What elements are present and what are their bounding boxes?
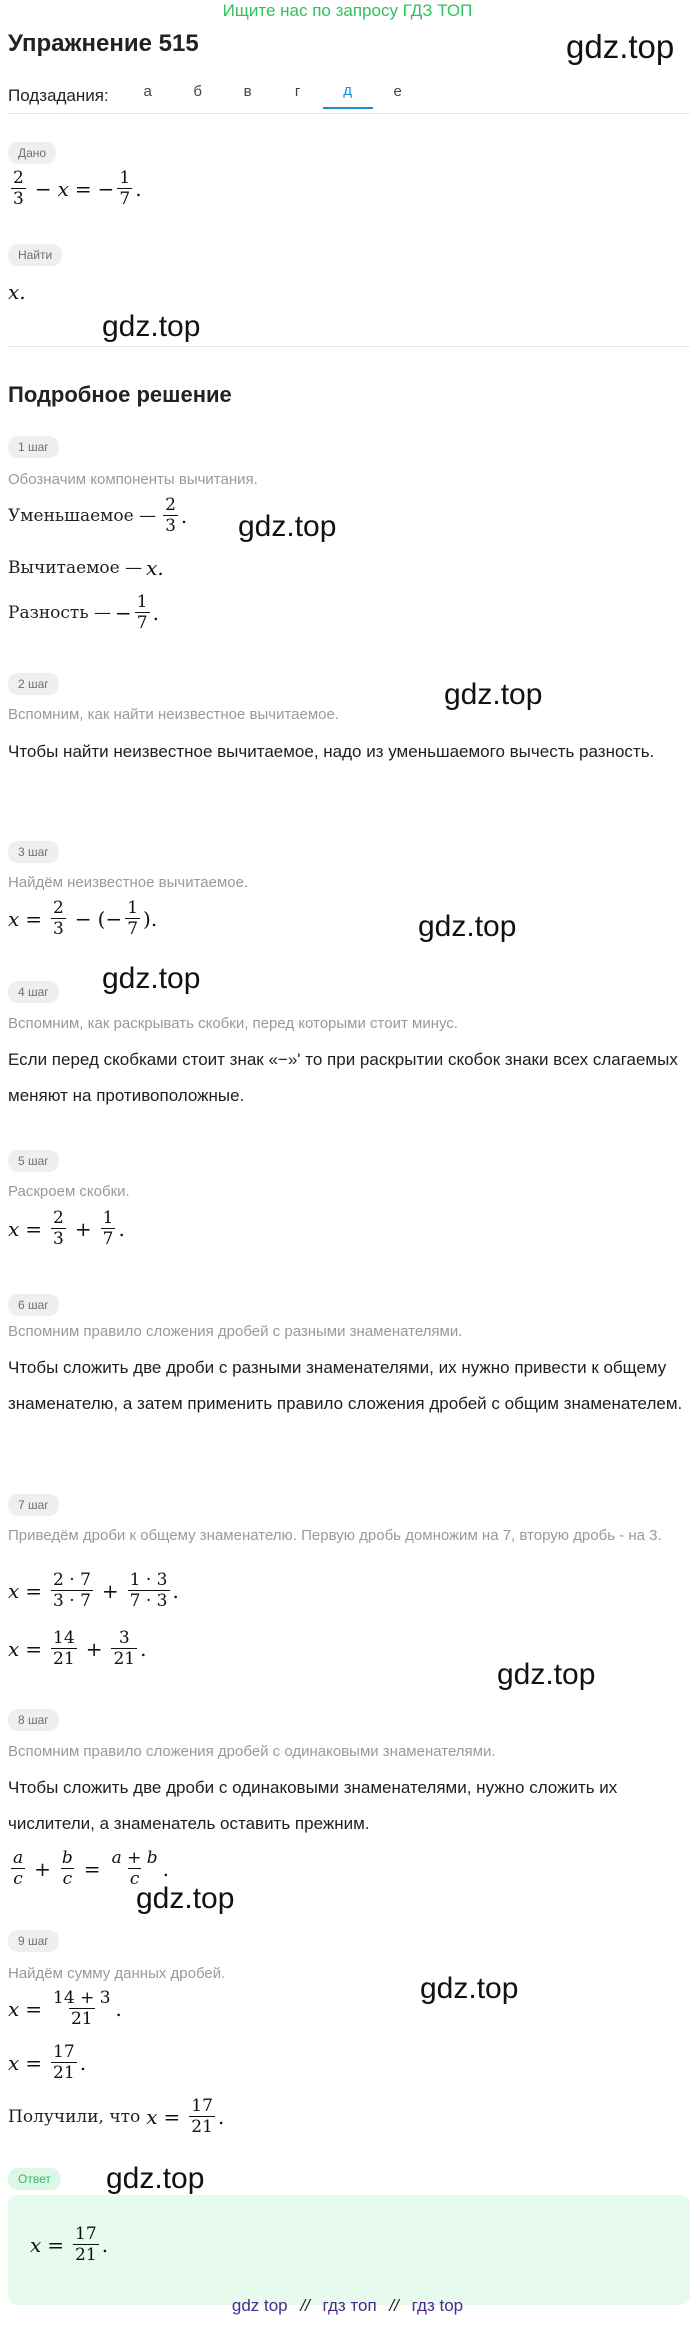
numerator: 1 <box>136 592 148 612</box>
tab-g[interactable]: г <box>294 83 301 100</box>
numerator: 3 <box>118 1628 130 1648</box>
variable-x: x <box>8 1578 20 1603</box>
equals-sign: = <box>25 906 43 931</box>
period: . <box>162 1856 169 1881</box>
tab-a[interactable]: а <box>143 83 152 100</box>
step-chip: 2 шаг <box>8 673 59 695</box>
step-chip: 9 шаг <box>8 1930 59 1952</box>
fraction <box>60 1848 75 1889</box>
denominator: 3 <box>53 1229 64 1249</box>
period: . <box>79 2050 87 2075</box>
term-label: Вычитаемое — <box>8 558 143 578</box>
equals-sign: = <box>25 1578 43 1603</box>
variable-x: x <box>8 1636 20 1661</box>
plus-sign: + <box>101 1578 119 1603</box>
period: . <box>152 600 159 625</box>
step-equation <box>8 495 187 536</box>
fraction <box>11 168 26 209</box>
variable-x: x. <box>146 556 164 580</box>
step-note: Вспомним правило сложения дробей с разными знаменателями. <box>8 1323 463 1340</box>
step-equation <box>8 592 159 633</box>
fraction <box>73 2224 99 2265</box>
fraction <box>135 592 150 633</box>
denominator: 21 <box>191 2117 213 2137</box>
fraction <box>51 1570 93 1611</box>
variable-x: x <box>8 2050 20 2075</box>
step-note: Приведём дроби к общему знаменателю. Первую дробь домножим на 7, вторую дробь - на 3. <box>8 1527 662 1544</box>
denominator: 3 · 7 <box>53 1591 91 1611</box>
step-equation <box>8 550 164 586</box>
numerator: 2 <box>53 1208 64 1228</box>
tab-d[interactable]: д <box>323 82 373 109</box>
variable-x: x <box>57 176 69 201</box>
answer-chip: Ответ <box>8 2168 61 2190</box>
denominator: c <box>13 1869 23 1889</box>
step-note: Раскроем скобки. <box>8 1183 130 1200</box>
numerator: 2 <box>13 168 24 188</box>
step-equation <box>8 898 157 939</box>
numerator: 2 · 7 <box>53 1570 91 1590</box>
divider <box>8 113 690 114</box>
term-label: Разность — <box>8 602 111 623</box>
tab-b[interactable]: б <box>193 83 202 100</box>
equals-sign: = <box>25 1216 43 1241</box>
fraction <box>111 1628 137 1669</box>
step-equation <box>8 1570 179 1611</box>
numerator: 17 <box>53 2042 75 2062</box>
denominator: 7 <box>102 1229 114 1249</box>
denominator: 21 <box>53 1649 75 1669</box>
step-note: Вспомним, как раскрывать скобки, перед которыми стоит минус. <box>8 1015 458 1032</box>
step-note: Вспомним, как найти неизвестное вычитаемое. <box>8 706 340 723</box>
answer-box <box>8 2195 690 2305</box>
denominator: 3 <box>13 189 24 209</box>
denominator: c <box>62 1869 73 1889</box>
plus-sign: + <box>74 1216 92 1241</box>
given-chip: Дано <box>8 142 56 164</box>
equals-sign: = <box>25 1996 43 2021</box>
denominator: 3 <box>53 919 64 939</box>
footer-links <box>0 2296 695 2316</box>
step-note: Найдём неизвестное вычитаемое. <box>8 874 249 891</box>
minus-sign: − <box>115 600 132 625</box>
step-chip: 1 шаг <box>8 436 59 458</box>
numerator: 14 <box>53 1628 75 1648</box>
denominator: 7 <box>119 189 131 209</box>
divider <box>8 346 690 347</box>
variable-x: x <box>8 1216 20 1241</box>
period: . <box>101 2232 109 2257</box>
period: . <box>140 1636 147 1661</box>
step-text: Если перед скобками стоит знак «−»' то при раскрытии скобок знаки всех слагаемых меняют на противоположные. <box>8 1050 678 1105</box>
step-chip: 7 шаг <box>8 1494 59 1516</box>
equals-sign: = <box>83 1856 101 1881</box>
period: . <box>217 2104 225 2129</box>
numerator: 17 <box>75 2224 97 2244</box>
variable-x: x <box>8 1996 20 2021</box>
step-note: Найдём сумму данных дробей. <box>8 1965 226 1982</box>
denominator: 7 · 3 <box>129 1591 168 1611</box>
fraction <box>51 1208 66 1249</box>
footer-link-gdz-top-ru[interactable]: гдз топ <box>322 2296 377 2315</box>
numerator: 17 <box>191 2096 213 2116</box>
numerator: 1 · 3 <box>129 1570 168 1590</box>
minus-sign: − <box>97 176 115 201</box>
numerator: a + b <box>111 1848 158 1868</box>
subtasks-label: Подзадания: <box>8 85 109 105</box>
fraction <box>163 495 178 536</box>
variable-x: x <box>8 906 20 931</box>
numerator: 2 <box>53 898 64 918</box>
minus-sign: − <box>34 176 52 201</box>
minus-sign: − <box>74 906 92 931</box>
result-label: Получили, что <box>8 2106 141 2127</box>
tab-v[interactable]: в <box>243 83 252 100</box>
step-text: Чтобы сложить две дроби с разными знаменателями, их нужно привести к общему знаменателю, а затем применить правило сложения дробей с общим знаменателем. <box>8 1358 683 1413</box>
step-chip: 3 шаг <box>8 841 59 863</box>
fraction <box>51 1988 113 2029</box>
watermark: gdz.top <box>136 1882 235 1915</box>
step-text: Чтобы найти неизвестное вычитаемое, надо из уменьшаемого вычесть разность. <box>8 742 655 761</box>
fraction <box>51 898 66 939</box>
denominator: 21 <box>75 2245 97 2265</box>
denominator: 7 <box>136 613 148 633</box>
denominator: 21 <box>53 2063 75 2083</box>
watermark: gdz.top <box>420 1972 519 2005</box>
footer-link-gdz-top-mixed[interactable]: гдз top <box>411 2296 464 2315</box>
numerator: 1 <box>119 168 131 188</box>
numerator: 14 + 3 <box>53 1988 111 2008</box>
period: . <box>115 1996 122 2021</box>
plus-sign: + <box>34 1856 51 1881</box>
denominator: 3 <box>165 516 176 536</box>
period: . <box>172 1578 179 1603</box>
watermark: gdz.top <box>238 510 337 543</box>
equals-sign: = <box>25 1636 43 1661</box>
answer-equation <box>30 2224 108 2265</box>
separator: // <box>300 2296 310 2315</box>
fraction <box>11 1848 25 1889</box>
footer-link-gdz-top[interactable]: gdz top <box>231 2296 288 2315</box>
period: . <box>118 1216 125 1241</box>
step-equation <box>8 2042 86 2083</box>
step-chip: 8 шаг <box>8 1709 59 1731</box>
step-chip: 6 шаг <box>8 1294 59 1316</box>
step-equation <box>8 1988 122 2029</box>
step-result <box>8 2096 224 2137</box>
step-note: Вспомним правило сложения дробей с одинаковыми знаменателями. <box>8 1743 496 1760</box>
promo-banner[interactable]: Ищите нас по запросу ГДЗ ТОП <box>222 1 473 20</box>
numerator: a <box>13 1848 24 1868</box>
open-paren: (− <box>97 906 123 931</box>
given-equation <box>8 168 142 209</box>
solution-title: Подробное решение <box>8 382 232 407</box>
term-label: Уменьшаемое — <box>8 505 157 526</box>
denominator: c <box>129 1869 140 1889</box>
variable-x: x <box>30 2232 42 2257</box>
equals-sign: = <box>163 2104 181 2129</box>
variable-x: x. <box>8 280 26 304</box>
fraction <box>128 1570 170 1611</box>
find-chip: Найти <box>8 244 62 266</box>
step-equation <box>8 1208 125 1249</box>
fraction <box>189 2096 215 2137</box>
brand-logo[interactable]: gdz.top <box>566 28 675 65</box>
variable-x: x <box>146 2104 158 2129</box>
watermark: gdz.top <box>418 910 517 943</box>
separator: // <box>389 2296 399 2315</box>
find-value <box>8 280 26 304</box>
numerator: 2 <box>165 495 176 515</box>
watermark: gdz.top <box>497 1658 596 1691</box>
period: . <box>135 176 142 201</box>
step-note: Обозначим компоненты вычитания. <box>8 471 258 488</box>
tab-e[interactable]: е <box>393 83 402 100</box>
subtasks-bar <box>8 82 423 109</box>
step-chip: 5 шаг <box>8 1150 59 1172</box>
close-paren: ). <box>143 906 158 931</box>
denominator: 21 <box>70 2009 93 2029</box>
watermark: gdz.top <box>106 2162 205 2195</box>
step-chip: 4 шаг <box>8 981 59 1003</box>
period: . <box>180 503 188 528</box>
fraction <box>101 1208 116 1249</box>
watermark: gdz.top <box>102 962 201 995</box>
step-text: Чтобы сложить две дроби с одинаковыми знаменателями, нужно сложить их числители, а знаменатель оставить прежним. <box>8 1778 618 1833</box>
fraction <box>125 898 140 939</box>
fraction <box>51 2042 77 2083</box>
fraction <box>117 168 132 209</box>
denominator: 7 <box>127 919 139 939</box>
equals-sign: = <box>74 176 92 201</box>
numerator: 1 <box>127 898 139 918</box>
plus-sign: + <box>85 1636 103 1661</box>
numerator: b <box>61 1848 73 1868</box>
equals-sign: = <box>47 2232 65 2257</box>
step-equation <box>8 1628 146 1669</box>
watermark: gdz.top <box>444 678 543 711</box>
numerator: 1 <box>102 1208 114 1228</box>
page-title: Упражнение 515 <box>8 30 199 57</box>
fraction <box>51 1628 77 1669</box>
equals-sign: = <box>25 2050 43 2075</box>
denominator: 21 <box>113 1649 136 1669</box>
watermark: gdz.top <box>102 310 201 343</box>
